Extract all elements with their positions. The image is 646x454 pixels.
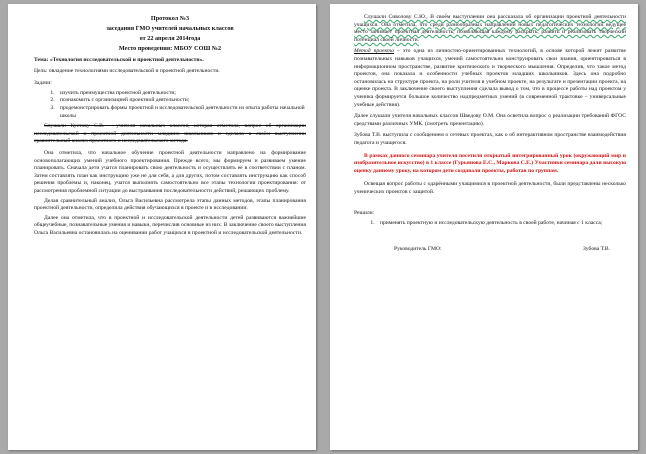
paragraph: Слушали Кустову С.В. – учителя начальных классов, которая отметила, вопрос об организации исследовательской и проектной деятельности младших школьников и сделала в своём выступлении сравнительный анализ проектного и исследовательского метода. [34,123,306,145]
signature-name: Зубова Т.В. [582,245,610,252]
list-item: 1. изучить преимущества проектной деятельности; [56,90,306,98]
document-page-right [330,4,638,450]
decided-label: Решили: [354,210,375,217]
document-page-left [8,4,316,450]
paragraph: Слушали Сиволову С.Ю., В своём выступлении она рассказала об организации проектной деятельности учащихся. Она отметила, что среди разнообразных направлений новых педагогических технологий ведущее место занимает проектная деятельность, позволяющая каждому раскрыть, развить и реализовать творческий потенциал своей личности. [354,14,626,43]
method-term: Метод проекта [354,48,394,55]
paragraph: Далее она отметила, что в проектной и исследовательской деятельности детей развиваются важнейшие общеучебные, познавательные умения и навыки, перечислив основные из них. В заключение своего выступления Ольга Васильевна остановилась на оценивании работ учащихся в проектной и исследовательской деятельности. [34,214,306,236]
theme-line: Тема: «Технология исследовательской и проектной деятельности». [34,57,204,63]
meeting-place: Место проведения: МБОУ СОШ №2 [118,45,222,52]
highlighted-paragraph: В рамках данного семинара учителя посетили открытый интегрированный урок (окружающий мир и изобразительное искусство) в 1 классе (Гурьянова Е.С., Маркова С.Е.) Участники семинара дали высокую оценку данному уроку, на котором дети создавали проекты, работая по группам. [354,152,626,174]
tasks-label: Задачи: [34,80,52,87]
paragraph: Зубова Т.В. выступила с сообщением о сетевых проектах, как о об интерактивном пространстве взаимодействия педагога и учащегося. [354,132,626,146]
paragraph: Далее слушали учителя начальных классов Шведову О.М. Она осветила вопрос о реализации требований ФГОС средствами различных УМК. (смотреть презентацию). [354,113,626,127]
paragraph-text: – это одна из личностно-ориентированных технологий, в основе которой лежит развитие познавательных навыков учащихся, умений самостоятельно конструировать свои знания, ориентироваться в информационном пространстве, развитие критического и творческого мышления. Определив, что такое метод проектов, она показала и особенности учебных проектов младших школьников. Здесь она подробно остановилась на структуре проекта, на роли учителя в учебном проекте, на результате и презентации проекта, на оценке проекта. В заключение своего выступления сделала вывод о том, что в процессе работы над проектом у ученика формируется большое количество надпредметных умений (в современной трактовке – универсальные учебные действия). [354,48,626,108]
meeting-date: от 22 апреля 2014года [139,35,201,42]
signature-role: Руководитель ГМО: [394,245,442,252]
paragraph: Она отметила, что начальное обучение проектной деятельности направлено на формирование основополагающих умений учебного проектирования. Прежде всего, мы формируем и развиваем умение планировать. Сначала дети учатся планировать свою деятельность и осуществлять ее в соответствии с планом. Затем составлять план как инструкцию уже не для себя, а для других, потом составлять инструкцию как способ решения проблемы и, наконец, учатся выполнять самостоятельно все этапы технологии проектирования: от рассмотрения проблемной ситуации до выстраивания последовательности действий, решающих проблему. [34,149,306,194]
goal-line: Цель: овладение технологиями исследовательской и проектной деятельности. [34,67,220,74]
list-item: 2. познакомить с организацией проектной деятельности; [56,97,306,105]
decisions-list [354,220,626,228]
list-item: 1. применять проектную и исследовательскую деятельность в своей работе, начиная с 1 класса; [376,220,626,228]
tasks-list [34,90,306,120]
paragraph: Освещая вопрос работы с одарёнными учащимися в проектной деятельности, были представлены несколько ученических проектов с защитой. [354,181,626,195]
signature-row [354,246,626,252]
paragraph [354,48,626,109]
meeting-title: заседания ГМО учителей начальных классов [106,25,234,32]
protocol-title: Протокол №3 [150,15,190,22]
list-item: 3. продемонстрировать формы проектной и исследовательской деятельности из опыта работы начальной школы [56,105,306,120]
paragraph: Делая сравнительный анализ, Ольга Васильевна рассмотрела этапы данных методов, этапы планирования проектной деятельности, определила действия обучающихся в проекте и в исследовании. [34,197,306,212]
